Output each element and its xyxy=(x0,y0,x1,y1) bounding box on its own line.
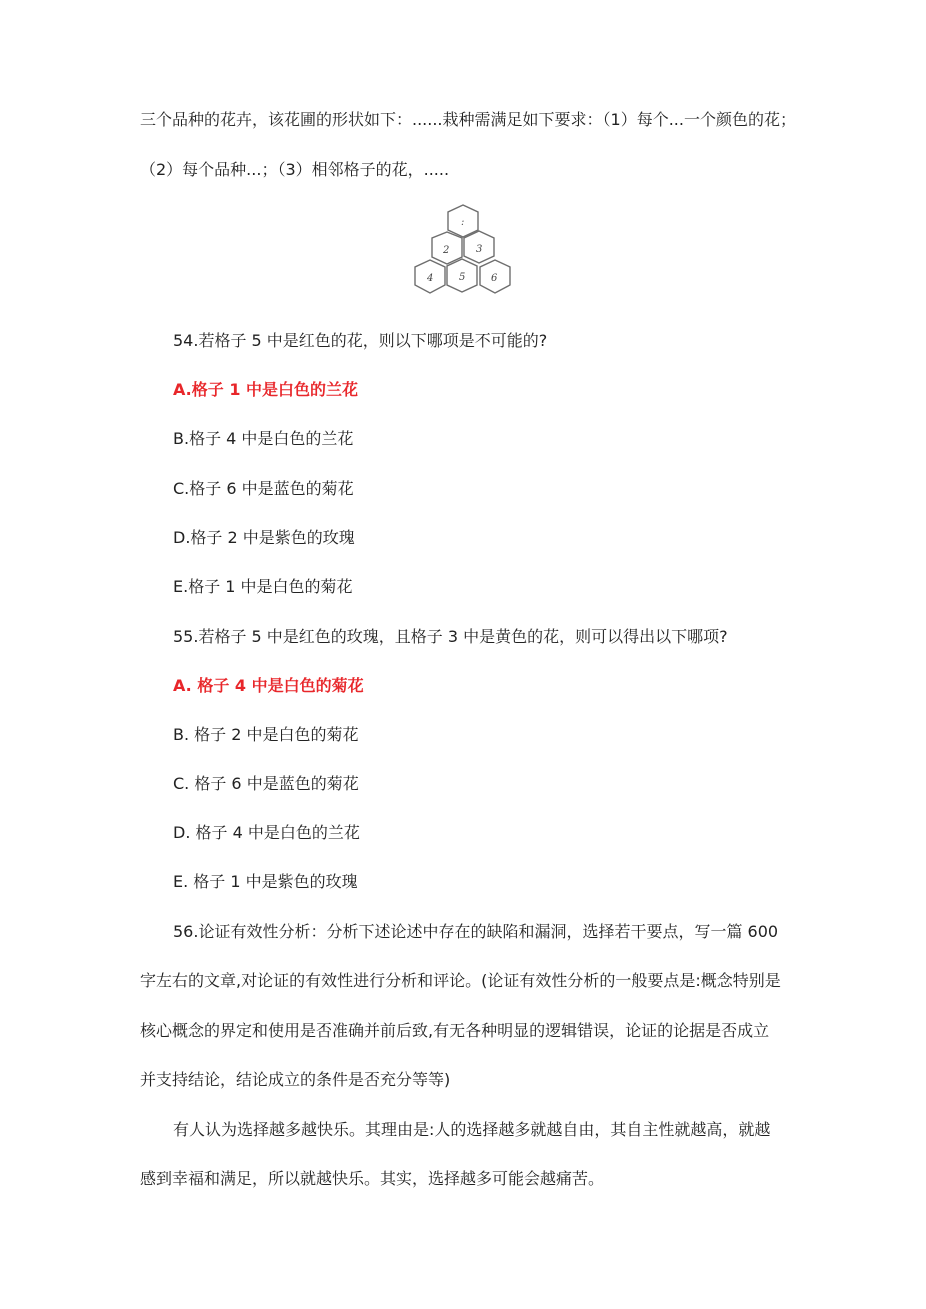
q55-option-a-answer: A. 格子 4 中是白色的菊花 xyxy=(173,676,364,695)
q54-option-d: D.格子 2 中是紫色的玫瑰 xyxy=(173,528,355,547)
q54-option-a-answer: A.格子 1 中是白色的兰花 xyxy=(173,380,359,399)
q54-option-e: E.格子 1 中是白色的菊花 xyxy=(173,577,353,596)
question-56-line-2: 字左右的文章,对论证的有效性进行分析和评论。(论证有效性分析的一般要点是:概念特别是 xyxy=(140,971,781,990)
hex-label-1: : xyxy=(461,217,465,228)
passage-line-1: 有人认为选择越多越快乐。其理由是:人的选择越多就越自由，其自主性就越高，就越 xyxy=(173,1120,771,1139)
hexagon-grid-diagram xyxy=(408,200,520,300)
q55-option-c: C. 格子 6 中是蓝色的菊花 xyxy=(173,774,359,793)
q54-option-b: B.格子 4 中是白色的兰花 xyxy=(173,429,354,448)
hex-cell-4 xyxy=(415,260,445,293)
hex-cell-1 xyxy=(448,205,478,237)
question-54: 54.若格子 5 中是红色的花，则以下哪项是不可能的? xyxy=(173,331,548,350)
q55-option-b: B. 格子 2 中是白色的菊花 xyxy=(173,725,359,744)
question-56-line-3: 核心概念的界定和使用是否准确并前后致,有无各种明显的逻辑错误，论证的论据是否成立 xyxy=(140,1021,770,1040)
q54-option-c: C.格子 6 中是蓝色的菊花 xyxy=(173,479,354,498)
hex-label-3: 3 xyxy=(476,244,483,255)
passage-line-2: 感到幸福和满足，所以就越快乐。其实，选择越多可能会越痛苦。 xyxy=(140,1169,605,1188)
hex-label-6: 6 xyxy=(491,273,498,284)
question-56-line-1: 56.论证有效性分析：分析下述论述中存在的缺陷和漏洞，选择若干要点，写一篇 600 xyxy=(173,922,779,941)
q55-option-e: E. 格子 1 中是紫色的玫瑰 xyxy=(173,872,358,891)
hex-label-5: 5 xyxy=(459,272,466,283)
hex-cell-3 xyxy=(464,231,494,263)
hex-cell-6 xyxy=(480,260,510,293)
hex-cell-2 xyxy=(432,232,462,264)
q55-option-d: D. 格子 4 中是白色的兰花 xyxy=(173,823,360,842)
hex-cell-5 xyxy=(447,259,477,292)
intro-line-1: 三个品种的花卉，该花圃的形状如下：......栽种需满足如下要求：（1）每个...一个颜色的花； xyxy=(140,110,796,129)
intro-line-2: （2）每个品种...；（3）相邻格子的花，..... xyxy=(140,160,450,179)
question-56-line-4: 并支持结论，结论成立的条件是否充分等等) xyxy=(140,1070,451,1089)
question-55: 55.若格子 5 中是红色的玫瑰，且格子 3 中是黄色的花，则可以得出以下哪项? xyxy=(173,627,728,646)
hex-label-4: 4 xyxy=(427,273,434,284)
hex-label-2: 2 xyxy=(443,245,450,256)
